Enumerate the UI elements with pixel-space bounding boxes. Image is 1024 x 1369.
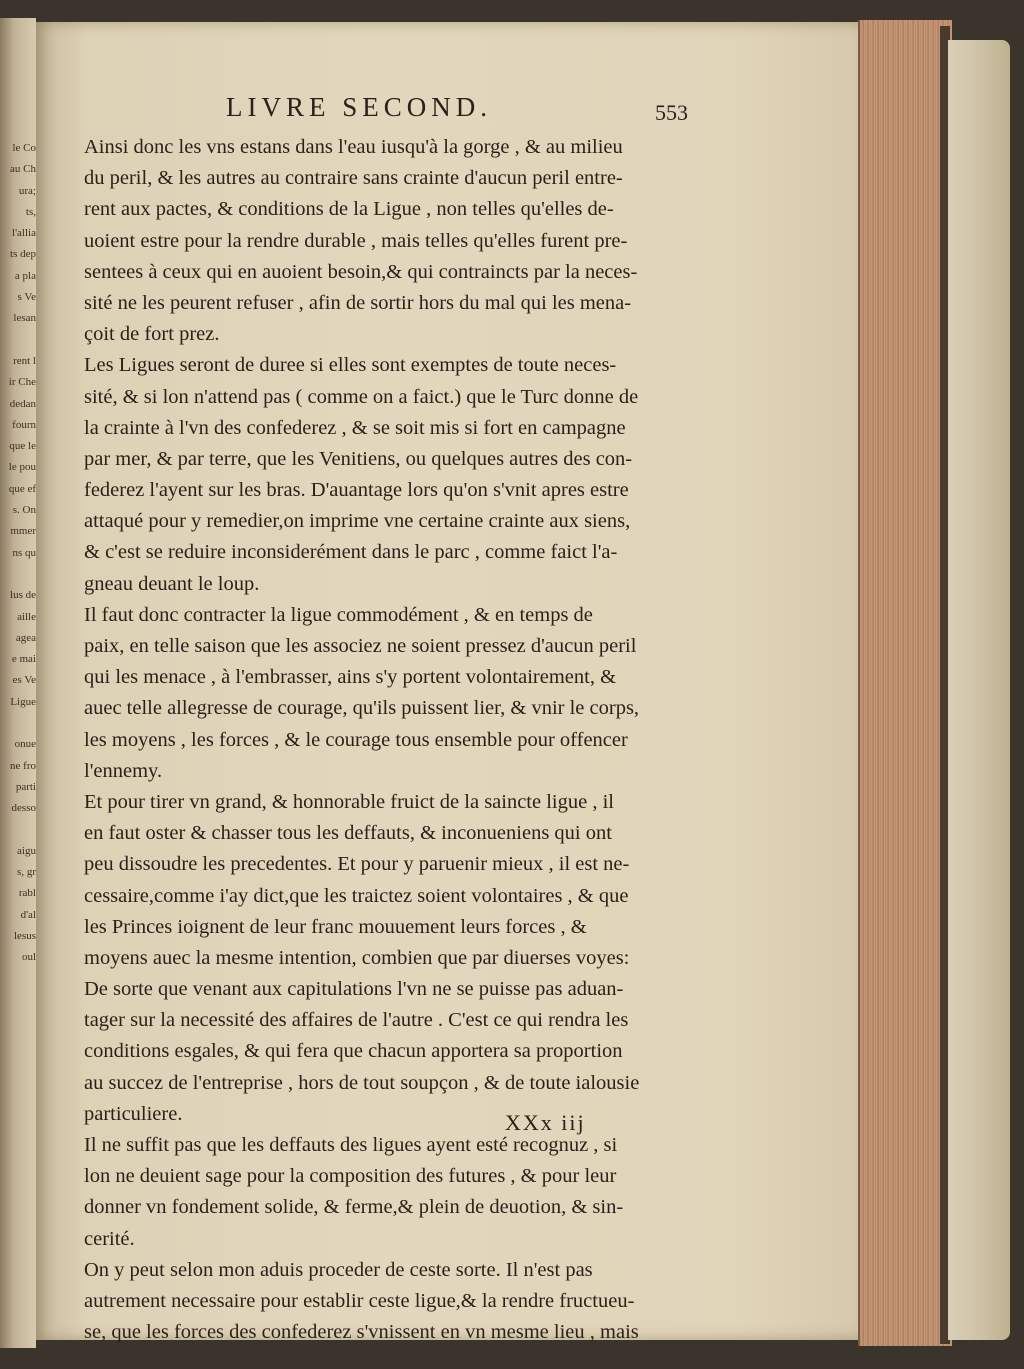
previous-page-fragment: aigu bbox=[17, 844, 36, 857]
text-line: l'ennemy. bbox=[84, 759, 163, 782]
text-line: par mer, & par terre, que les Venitiens, ou quelques autres des con- bbox=[84, 447, 633, 470]
previous-page-fragment: lus de bbox=[10, 589, 36, 602]
previous-page-fragment bbox=[2, 820, 36, 841]
previous-page-fragments bbox=[2, 138, 36, 969]
text-line: sentees à ceux qui en auoient besoin,& qui contraincts par la neces- bbox=[84, 260, 638, 283]
previous-page-fragment: s Ve bbox=[17, 291, 36, 304]
previous-page-fragment: ne fro bbox=[10, 759, 36, 772]
previous-page-fragment: aille bbox=[17, 610, 36, 623]
previous-page-fragment: fourn bbox=[12, 418, 36, 431]
text-line: On y peut selon mon aduis proceder de ceste sorte. Il n'est pas bbox=[84, 1258, 593, 1281]
previous-page-fragment: onue bbox=[14, 738, 36, 751]
previous-page-fragment: e mai bbox=[11, 653, 36, 666]
previous-page-fragment: ir Che bbox=[8, 376, 36, 389]
text-line: auec telle allegresse de courage, qu'ils puissent lier, & vnir le corps, bbox=[84, 697, 640, 720]
text-line: particuliere. bbox=[84, 1102, 183, 1125]
previous-page-fragment: Ligue bbox=[10, 695, 36, 708]
text-line: Les Ligues seront de duree si elles sont exemptes de toute neces- bbox=[84, 354, 617, 377]
text-line: cessaire,comme i'ay dict,que les traictez soient volontaires , & que bbox=[84, 884, 629, 907]
previous-page-fragment: mmer bbox=[10, 525, 36, 538]
text-line: les moyens , les forces , & le courage tous ensemble pour offencer bbox=[84, 728, 628, 751]
text-line: çoit de fort prez. bbox=[84, 323, 220, 346]
text-line: cerité. bbox=[84, 1227, 135, 1250]
text-line: attaqué pour y remedier,on imprime vne certaine crainte aux siens, bbox=[84, 510, 631, 533]
running-head: LIVRE SECOND. bbox=[226, 92, 492, 122]
previous-page-fragment: es Ve bbox=[12, 674, 36, 687]
text-line: uoient estre pour la rendre durable , mais telles qu'elles furent pre- bbox=[84, 229, 628, 252]
previous-page-fragment: ura; bbox=[18, 184, 36, 197]
text-line: lon ne deuient sage pour la composition des futures , & pour leur bbox=[84, 1165, 617, 1188]
previous-page-fragment bbox=[2, 713, 36, 734]
previous-page-fragment: oul bbox=[21, 951, 36, 964]
text-line: se, que les forces des confederez s'vnissent en vn mesme lieu , mais bbox=[84, 1321, 639, 1344]
text-line: qui les menace , à l'embrasser, ains s'y portent volontairement, & bbox=[84, 666, 617, 689]
previous-page-fragment: s, gr bbox=[17, 866, 36, 879]
text-line: Il ne suffit pas que les deffauts des ligues ayent esté recognuz , si bbox=[84, 1134, 618, 1156]
text-line: au succez de l'entreprise , hors de tout soupçon , & de toute ialousie bbox=[84, 1071, 640, 1094]
previous-page-fragment: d'al bbox=[20, 908, 36, 921]
signature-mark: XXx iij bbox=[505, 1110, 586, 1135]
previous-page-fragment: rabl bbox=[18, 887, 36, 900]
previous-page-fragment: au Ch bbox=[10, 163, 36, 176]
previous-page-fragment: que le bbox=[9, 440, 36, 453]
previous-page-fragment: le Co bbox=[12, 142, 36, 154]
text-line: sité ne les peurent refuser , afin de sortir hors du mal qui les mena- bbox=[84, 291, 632, 314]
previous-page-fragment: agea bbox=[15, 631, 36, 644]
text-line: gneau deuant le loup. bbox=[84, 572, 260, 595]
text-line: du peril, & les autres au contraire sans crainte d'aucun peril entre- bbox=[84, 167, 623, 190]
text-line: les Princes ioignent de leur franc mouuement leurs forces , & bbox=[84, 915, 587, 938]
page-number: 553 bbox=[655, 100, 688, 125]
text-line: sité, & si lon n'attend pas ( comme on a faict.) que le Turc donne de bbox=[84, 385, 639, 408]
previous-page-fragment bbox=[2, 564, 36, 585]
text-line: la crainte à l'vn des confederez , & se soit mis si fort en campagne bbox=[84, 416, 626, 439]
previous-page-fragment: que ef bbox=[8, 482, 36, 495]
previous-page-fragment: lesan bbox=[13, 312, 36, 325]
previous-page-edge bbox=[0, 18, 36, 1348]
text-line: rent aux pactes, & conditions de la Ligue , non telles qu'elles de- bbox=[84, 198, 614, 221]
previous-page-fragment: dedan bbox=[9, 397, 36, 410]
previous-page-fragment bbox=[2, 330, 36, 351]
book-fore-edge bbox=[858, 20, 952, 1346]
previous-page-fragment: l'allia bbox=[12, 227, 36, 240]
previous-page-fragment: a pla bbox=[14, 269, 36, 282]
text-line: Il faut donc contracter la ligue commodément , & en temps de bbox=[84, 603, 593, 626]
previous-page-fragment: rent l bbox=[13, 354, 36, 367]
body-text bbox=[84, 132, 684, 1348]
previous-page-fragment: desso bbox=[11, 802, 36, 815]
previous-page-fragment: s. On bbox=[12, 504, 36, 517]
text-line: federez l'ayent sur les bras. D'auantage lors qu'on s'vnit apres estre bbox=[84, 479, 629, 502]
text-line: paix, en telle saison que les associez ne soient pressez d'aucun peril bbox=[84, 635, 637, 657]
text-line: Ainsi donc les vns estans dans l'eau iusqu'à la gorge , & au milieu bbox=[84, 136, 623, 158]
text-line: tager sur la necessité des affaires de l'autre . C'est ce qui rendra les bbox=[84, 1009, 629, 1032]
text-line: autrement necessaire pour establir ceste ligue,& la rendre fructueu- bbox=[84, 1289, 635, 1312]
text-line: en faut oster & chasser tous les deffauts, & inconueniens qui ont bbox=[84, 822, 612, 845]
previous-page-fragment: parti bbox=[15, 780, 36, 793]
text-line: peu dissoudre les precedentes. Et pour y paruenir mieux , il est ne- bbox=[84, 853, 630, 876]
previous-page-fragment: ts dep bbox=[10, 248, 36, 261]
text-line: & c'est se reduire inconsiderément dans le parc , comme faict l'a- bbox=[84, 541, 618, 564]
previous-page-fragment: lesus bbox=[14, 929, 36, 942]
previous-page-fragment: ts, bbox=[25, 205, 36, 218]
text-line: moyens auec la mesme intention, combien que par diuerses voyes: bbox=[84, 946, 630, 969]
text-line: donner vn fondement solide, & ferme,& plein de deuotion, & sin- bbox=[84, 1196, 624, 1219]
text-line: De sorte que venant aux capitulations l'vn ne se puisse pas aduan- bbox=[84, 978, 624, 1001]
text-line: Et pour tirer vn grand, & honnorable fruict de la saincte ligue , il bbox=[84, 790, 614, 813]
previous-page-fragment: ns qu bbox=[12, 546, 36, 559]
text-line: conditions esgales, & qui fera que chacun apportera sa proportion bbox=[84, 1040, 623, 1063]
previous-page-fragment: le pou bbox=[8, 461, 36, 474]
book-cover bbox=[948, 40, 1010, 1340]
